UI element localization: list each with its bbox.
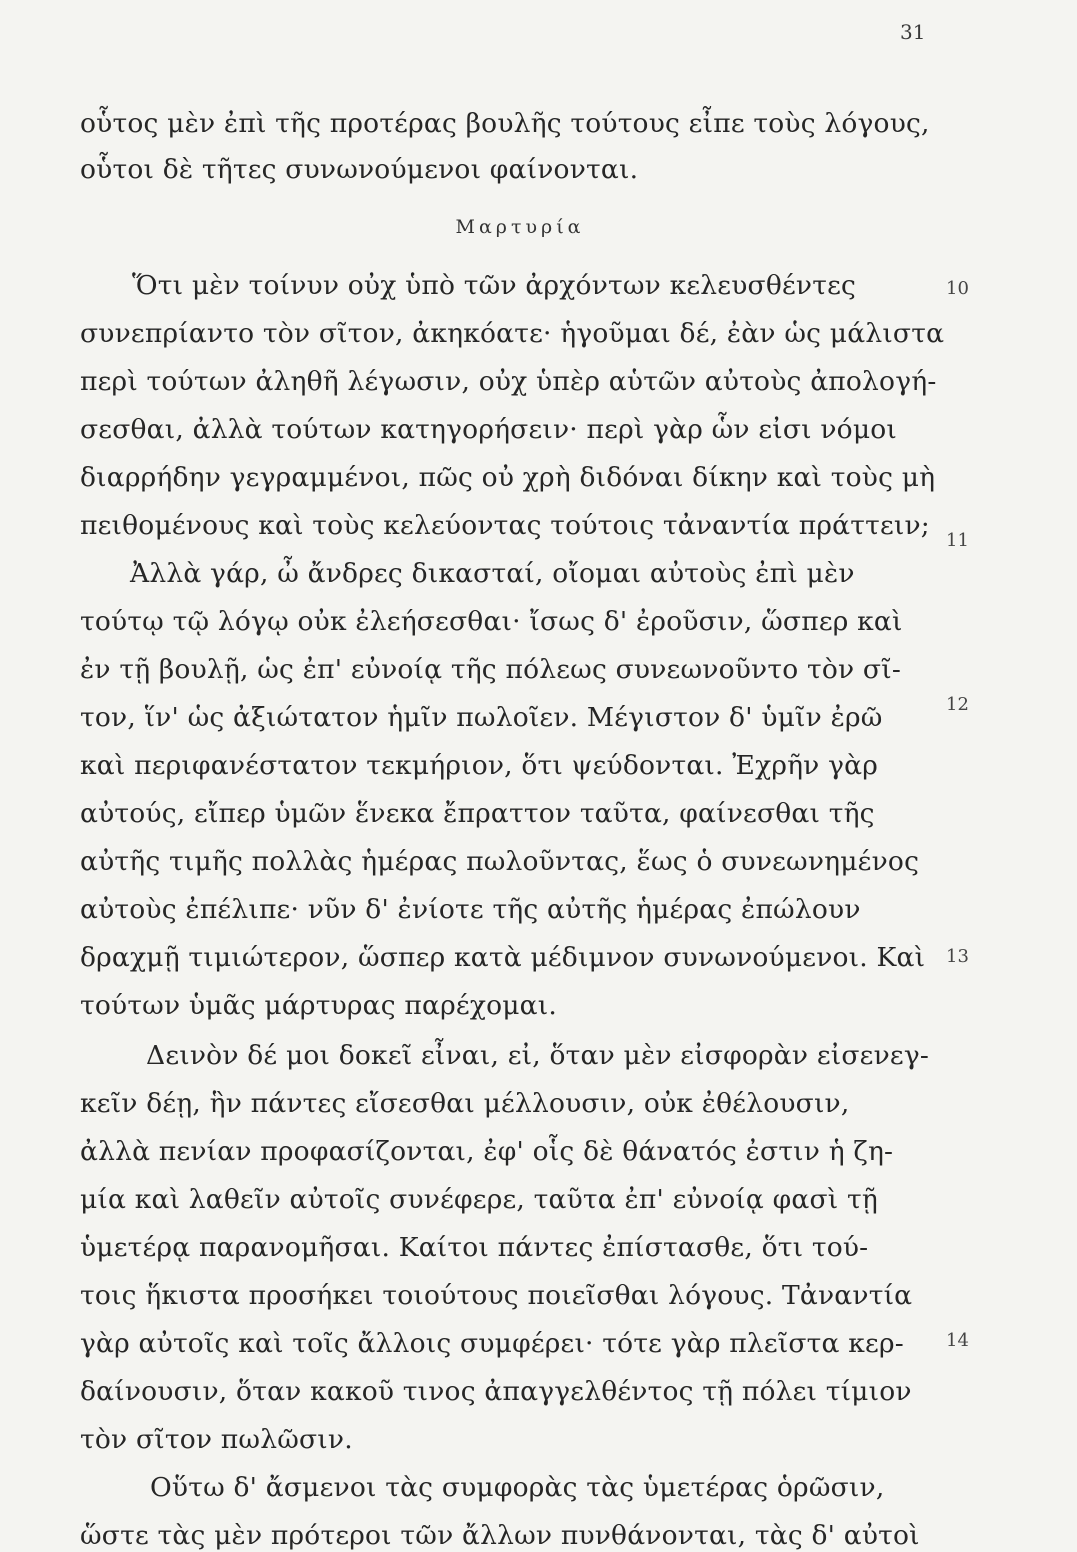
text-line: τοις ἥκιστα προσήκει τοιούτους ποιεῖσθαι λόγους. Τἀναντία — [80, 1280, 913, 1311]
text-line: καὶ περιφανέστατον τεκμήριον, ὅτι ψεύδονται. Ἐχρῆν γὰρ — [80, 750, 879, 781]
text-line: ἀλλὰ πενίαν προφασίζονται, ἐφ' οἷς δὲ θάνατός ἐστιν ἡ ζη- — [80, 1136, 894, 1167]
text-line: τὸν σῖτον πωλῶσιν. — [80, 1424, 353, 1455]
text-line: δραχμῇ τιμιώτερον, ὥσπερ κατὰ μέδιμνον συνωνούμενοι. Καὶ — [80, 942, 926, 973]
text-line: γὰρ αὐτοῖς καὶ τοῖς ἄλλοις συμφέρει· τότε γὰρ πλεῖστα κερ- — [80, 1328, 904, 1359]
text-line: ὑμετέρᾳ παρανομῆσαι. Καίτοι πάντες ἐπίστασθε, ὅτι τού- — [80, 1232, 869, 1263]
text-line: περὶ τούτων ἀληθῆ λέγωσιν, οὐχ ὑπὲρ αὑτῶν αὐτοὺς ἀπολογή- — [80, 366, 937, 397]
text-line: οὗτος μὲν ἐπὶ τῆς προτέρας βουλῆς τούτους εἶπε τοὺς λόγους, — [80, 108, 930, 139]
text-line: πειθομένους καὶ τοὺς κελεύοντας τούτοις τἀναντία πράττειν; — [80, 510, 930, 541]
section-number: 14 — [946, 1330, 969, 1351]
text-line: τούτων ὑμᾶς μάρτυρας παρέχομαι. — [80, 990, 557, 1021]
text-line: Ἀλλὰ γάρ, ὦ ἄνδρες δικασταί, οἴομαι αὐτοὺς ἐπὶ μὲν — [130, 558, 855, 589]
text-line: Ὅτι μὲν τοίνυν οὐχ ὑπὸ τῶν ἀρχόντων κελευσθέντες — [132, 270, 857, 301]
text-line: τούτῳ τῷ λόγῳ οὐκ ἐλεήσεσθαι· ἴσως δ' ἐροῦσιν, ὥσπερ καὶ — [80, 606, 903, 637]
text-line: τον, ἵν' ὡς ἀξιώτατον ἡμῖν πωλοῖεν. Μέγιστον δ' ὑμῖν ἐρῶ — [80, 702, 883, 733]
page-number: 31 — [900, 20, 926, 44]
text-line: αὐτούς, εἴπερ ὑμῶν ἕνεκα ἔπραττον ταῦτα, φαίνεσθαι τῆς — [80, 798, 875, 829]
section-number: 12 — [946, 694, 969, 715]
text-line: Δεινὸν δέ μοι δοκεῖ εἶναι, εἰ, ὅταν μὲν εἰσφορὰν εἰσενεγ- — [146, 1040, 930, 1071]
text-line: κεῖν δέῃ, ἣν πάντες εἴσεσθαι μέλλουσιν, οὐκ ἐθέλουσιν, — [80, 1088, 850, 1119]
text-line: ἐν τῇ βουλῇ, ὡς ἐπ' εὐνοίᾳ τῆς πόλεως συνεωνοῦντο τὸν σῖ- — [80, 654, 901, 685]
section-heading: Μαρτυρία — [455, 216, 585, 238]
text-line: μία καὶ λαθεῖν αὐτοῖς συνέφερε, ταῦτα ἐπ' εὐνοίᾳ φασὶ τῇ — [80, 1184, 878, 1215]
text-line: οὗτοι δὲ τῆτες συνωνούμενοι φαίνονται. — [80, 154, 639, 185]
text-line: ὥστε τὰς μὲν πρότεροι τῶν ἄλλων πυνθάνονται, τὰς δ' αὐτοὶ — [80, 1520, 920, 1551]
text-line: δαίνουσιν, ὅταν κακοῦ τινος ἀπαγγελθέντος τῇ πόλει τίμιον — [80, 1376, 912, 1407]
section-number: 11 — [946, 530, 969, 551]
text-line: διαρρήδην γεγραμμένοι, πῶς οὐ χρὴ διδόναι δίκην καὶ τοὺς μὴ — [80, 462, 936, 493]
text-line: αὐτοὺς ἐπέλιπε· νῦν δ' ἐνίοτε τῆς αὐτῆς ἡμέρας ἐπώλουν — [80, 894, 861, 925]
text-line: Οὕτω δ' ἄσμενοι τὰς συμφορὰς τὰς ὑμετέρας ὁρῶσιν, — [150, 1472, 885, 1503]
section-number: 10 — [946, 278, 969, 299]
text-line: αὐτῆς τιμῆς πολλὰς ἡμέρας πωλοῦντας, ἕως ὁ συνεωνημένος — [80, 846, 920, 877]
section-number: 13 — [946, 946, 969, 967]
text-line: σεσθαι, ἀλλὰ τούτων κατηγορήσειν· περὶ γὰρ ὧν εἰσι νόμοι — [80, 414, 898, 445]
text-line: συνεπρίαντο τὸν σῖτον, ἀκηκόατε· ἡγοῦμαι δέ, ἐὰν ὡς μάλιστα — [80, 318, 945, 349]
